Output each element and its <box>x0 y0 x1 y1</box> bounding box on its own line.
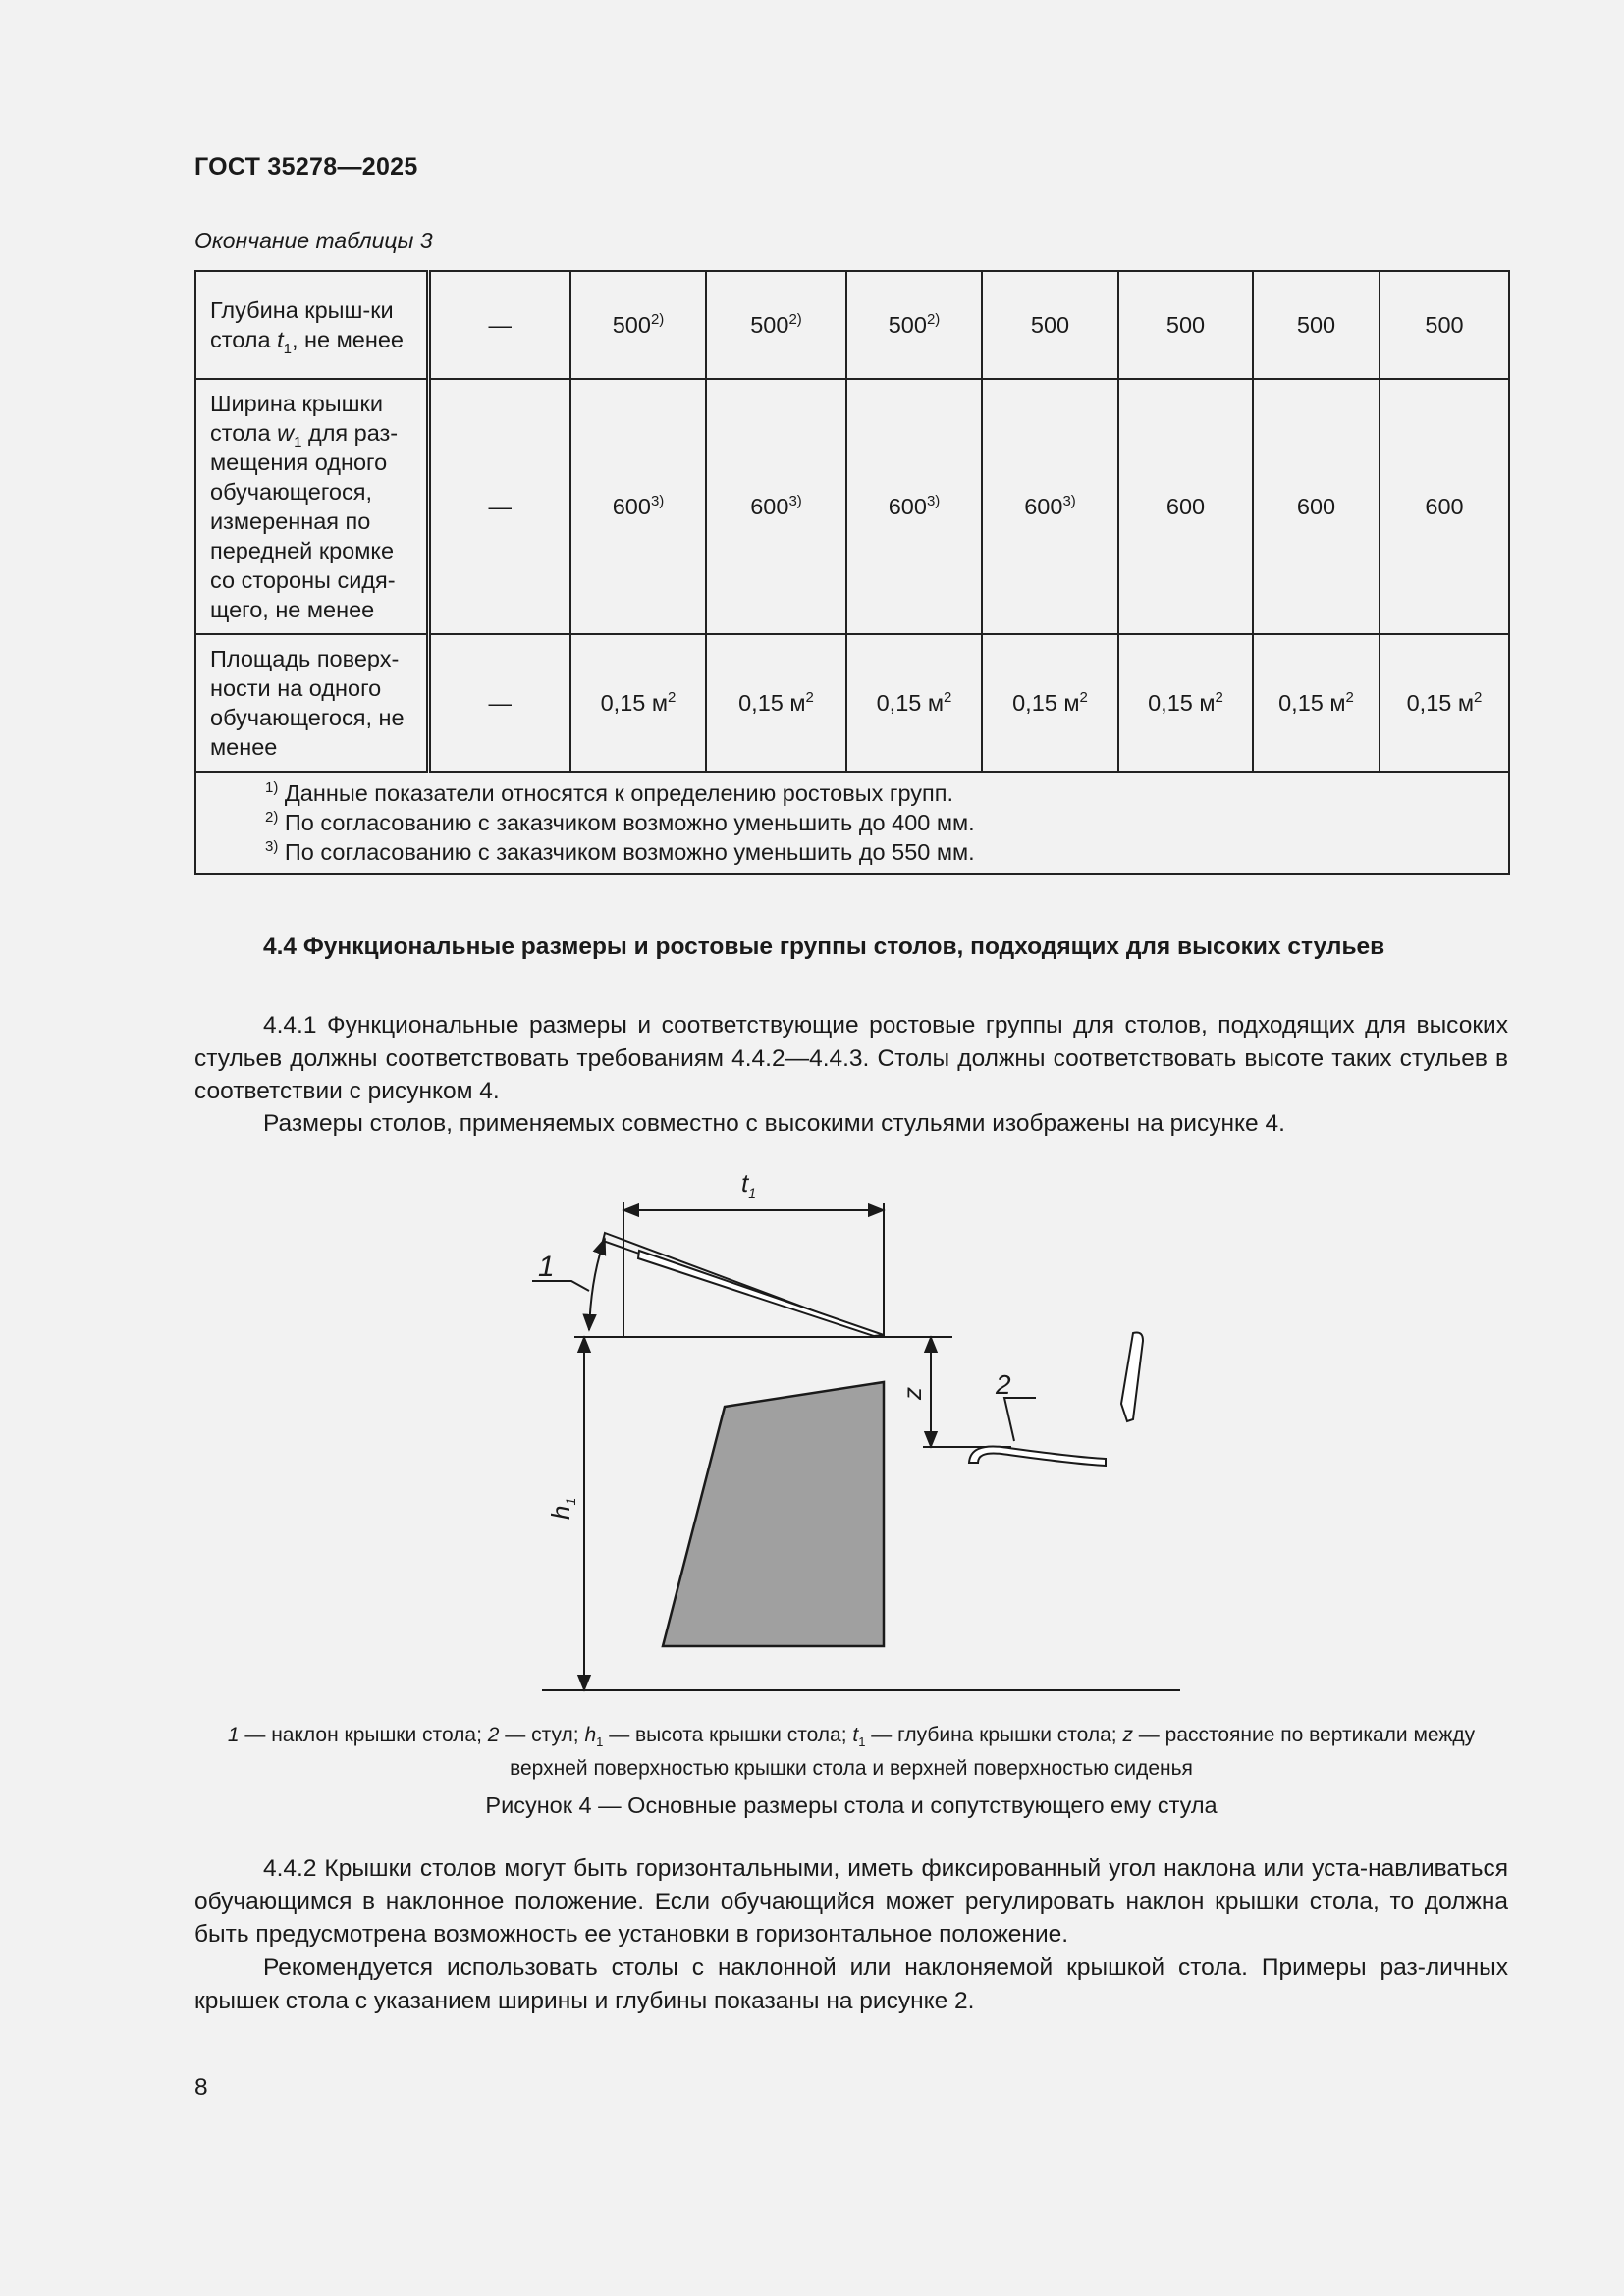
value-cell: 600$^{3)}$ <box>846 379 982 634</box>
chair-back <box>1121 1332 1143 1421</box>
section-heading: 4.4 Функциональные размеры и ростовые группы столов, подходящих для высоких стульев <box>263 934 1385 960</box>
spec-table <box>194 270 1510 875</box>
value-cell: 0,15 $м^2$ <box>982 634 1118 772</box>
desk-top-outline <box>603 1203 884 1337</box>
page-number: 8 <box>194 2074 208 2101</box>
row-parameter-name: Площадь поверх-ности на одного обучающегося, не менее <box>195 634 428 772</box>
value-cell: 600 <box>1380 379 1509 634</box>
paragraph-4-4-2: 4.4.2 Крышки столов могут быть горизонтальными, иметь фиксированный угол наклона или уста-навливаться обучающимся в наклонное положение. Если обучающийся может регулировать наклон крышки стола, то должна быть предусмотрена возможность ее установки в горизонтальное положение. <box>194 1855 1508 1948</box>
dash-cell: — <box>428 634 570 772</box>
tilt-angle-arc <box>589 1239 605 1330</box>
desk-body <box>663 1382 884 1646</box>
value-cell: 600$^{3)}$ <box>706 379 846 634</box>
value-cell: 500$^{2)}$ <box>846 271 982 379</box>
label-h1: $h_1$ <box>546 1497 578 1520</box>
value-cell: 0,15 $м^2$ <box>570 634 706 772</box>
table-row <box>195 271 1509 379</box>
figure-legend: 1 — наклон крышки стола; 2 — стул; $h_1$ — высота крышки стола; $t_1$ — глубина крышки стола; z — расстояние по вертикали между верхней поверхностью крышки стола и верхней поверхностью сиденья <box>227 1724 1476 1781</box>
table-caption: Окончание таблицы 3 <box>194 228 433 253</box>
table-notes-row <box>195 772 1509 874</box>
value-cell: 500$^{2)}$ <box>706 271 846 379</box>
value-cell: 500 <box>982 271 1118 379</box>
label-2: 2 <box>996 1369 1011 1400</box>
value-cell: 0,15 $м^2$ <box>1380 634 1509 772</box>
value-cell: 500$^{2)}$ <box>570 271 706 379</box>
dash-cell: — <box>428 271 570 379</box>
value-cell: 600$^{3)}$ <box>982 379 1118 634</box>
footnote: $^{1)}$ Данные показатели относятся к определению ростовых групп. <box>265 779 954 806</box>
value-cell: 500 <box>1118 271 1253 379</box>
value-cell: 0,15 $м^2$ <box>1253 634 1380 772</box>
paragraph-recommendation: Рекомендуется использовать столы с наклонной или наклоняемой крышкой стола. Примеры раз-личных крышек стола с указанием ширины и глубины показаны на рисунке 2. <box>194 1954 1508 2014</box>
label-z: z <box>897 1387 927 1400</box>
value-cell: 600 <box>1253 379 1380 634</box>
value-cell: 0,15 $м^2$ <box>846 634 982 772</box>
value-cell: 500 <box>1380 271 1509 379</box>
value-cell: 500 <box>1253 271 1380 379</box>
table-row <box>195 634 1509 772</box>
footnote: $^{3)}$ По согласованию с заказчиком возможно уменьшить до 550 мм. <box>265 838 975 865</box>
value-cell: 0,15 $м^2$ <box>1118 634 1253 772</box>
figure-caption: Рисунок 4 — Основные размеры стола и сопутствующего ему стула <box>485 1792 1218 1818</box>
value-cell: 0,15 $м^2$ <box>706 634 846 772</box>
figure-4-diagram <box>520 1158 1208 1703</box>
value-cell: 600$^{3)}$ <box>570 379 706 634</box>
table-row <box>195 379 1509 634</box>
row-parameter-name: Глубина крыш-ки стола $t_1$, не менее <box>195 271 428 379</box>
document-header: ГОСТ 35278—2025 <box>194 153 418 181</box>
footnote: $^{2)}$ По согласованию с заказчиком возможно уменьшить до 400 мм. <box>265 809 975 835</box>
table-footnotes <box>195 772 1509 874</box>
paragraph-4-4-1: 4.4.1 Функциональные размеры и соответствующие ростовые группы для столов, подходящих для высоких стульев должны соответствовать требованиям 4.4.2—4.4.3. Столы должны соответствовать высоте таких стульев в соответствии с рисунком 4. <box>194 1012 1508 1104</box>
chair-seat <box>969 1447 1106 1466</box>
value-cell: 600 <box>1118 379 1253 634</box>
row-parameter-name: Ширина крышки стола $w_1$ для раз-мещения одного обучающегося, измеренная по передней кромке со стороны сидя-щего, не менее <box>195 379 428 634</box>
dash-cell: — <box>428 379 570 634</box>
label-1: 1 <box>538 1251 555 1283</box>
svg-text:t1: $t_1$ <box>741 1168 757 1201</box>
paragraph-figure-ref: Размеры столов, применяемых совместно с высокими стульями изображены на рисунке 4. <box>263 1110 1285 1137</box>
